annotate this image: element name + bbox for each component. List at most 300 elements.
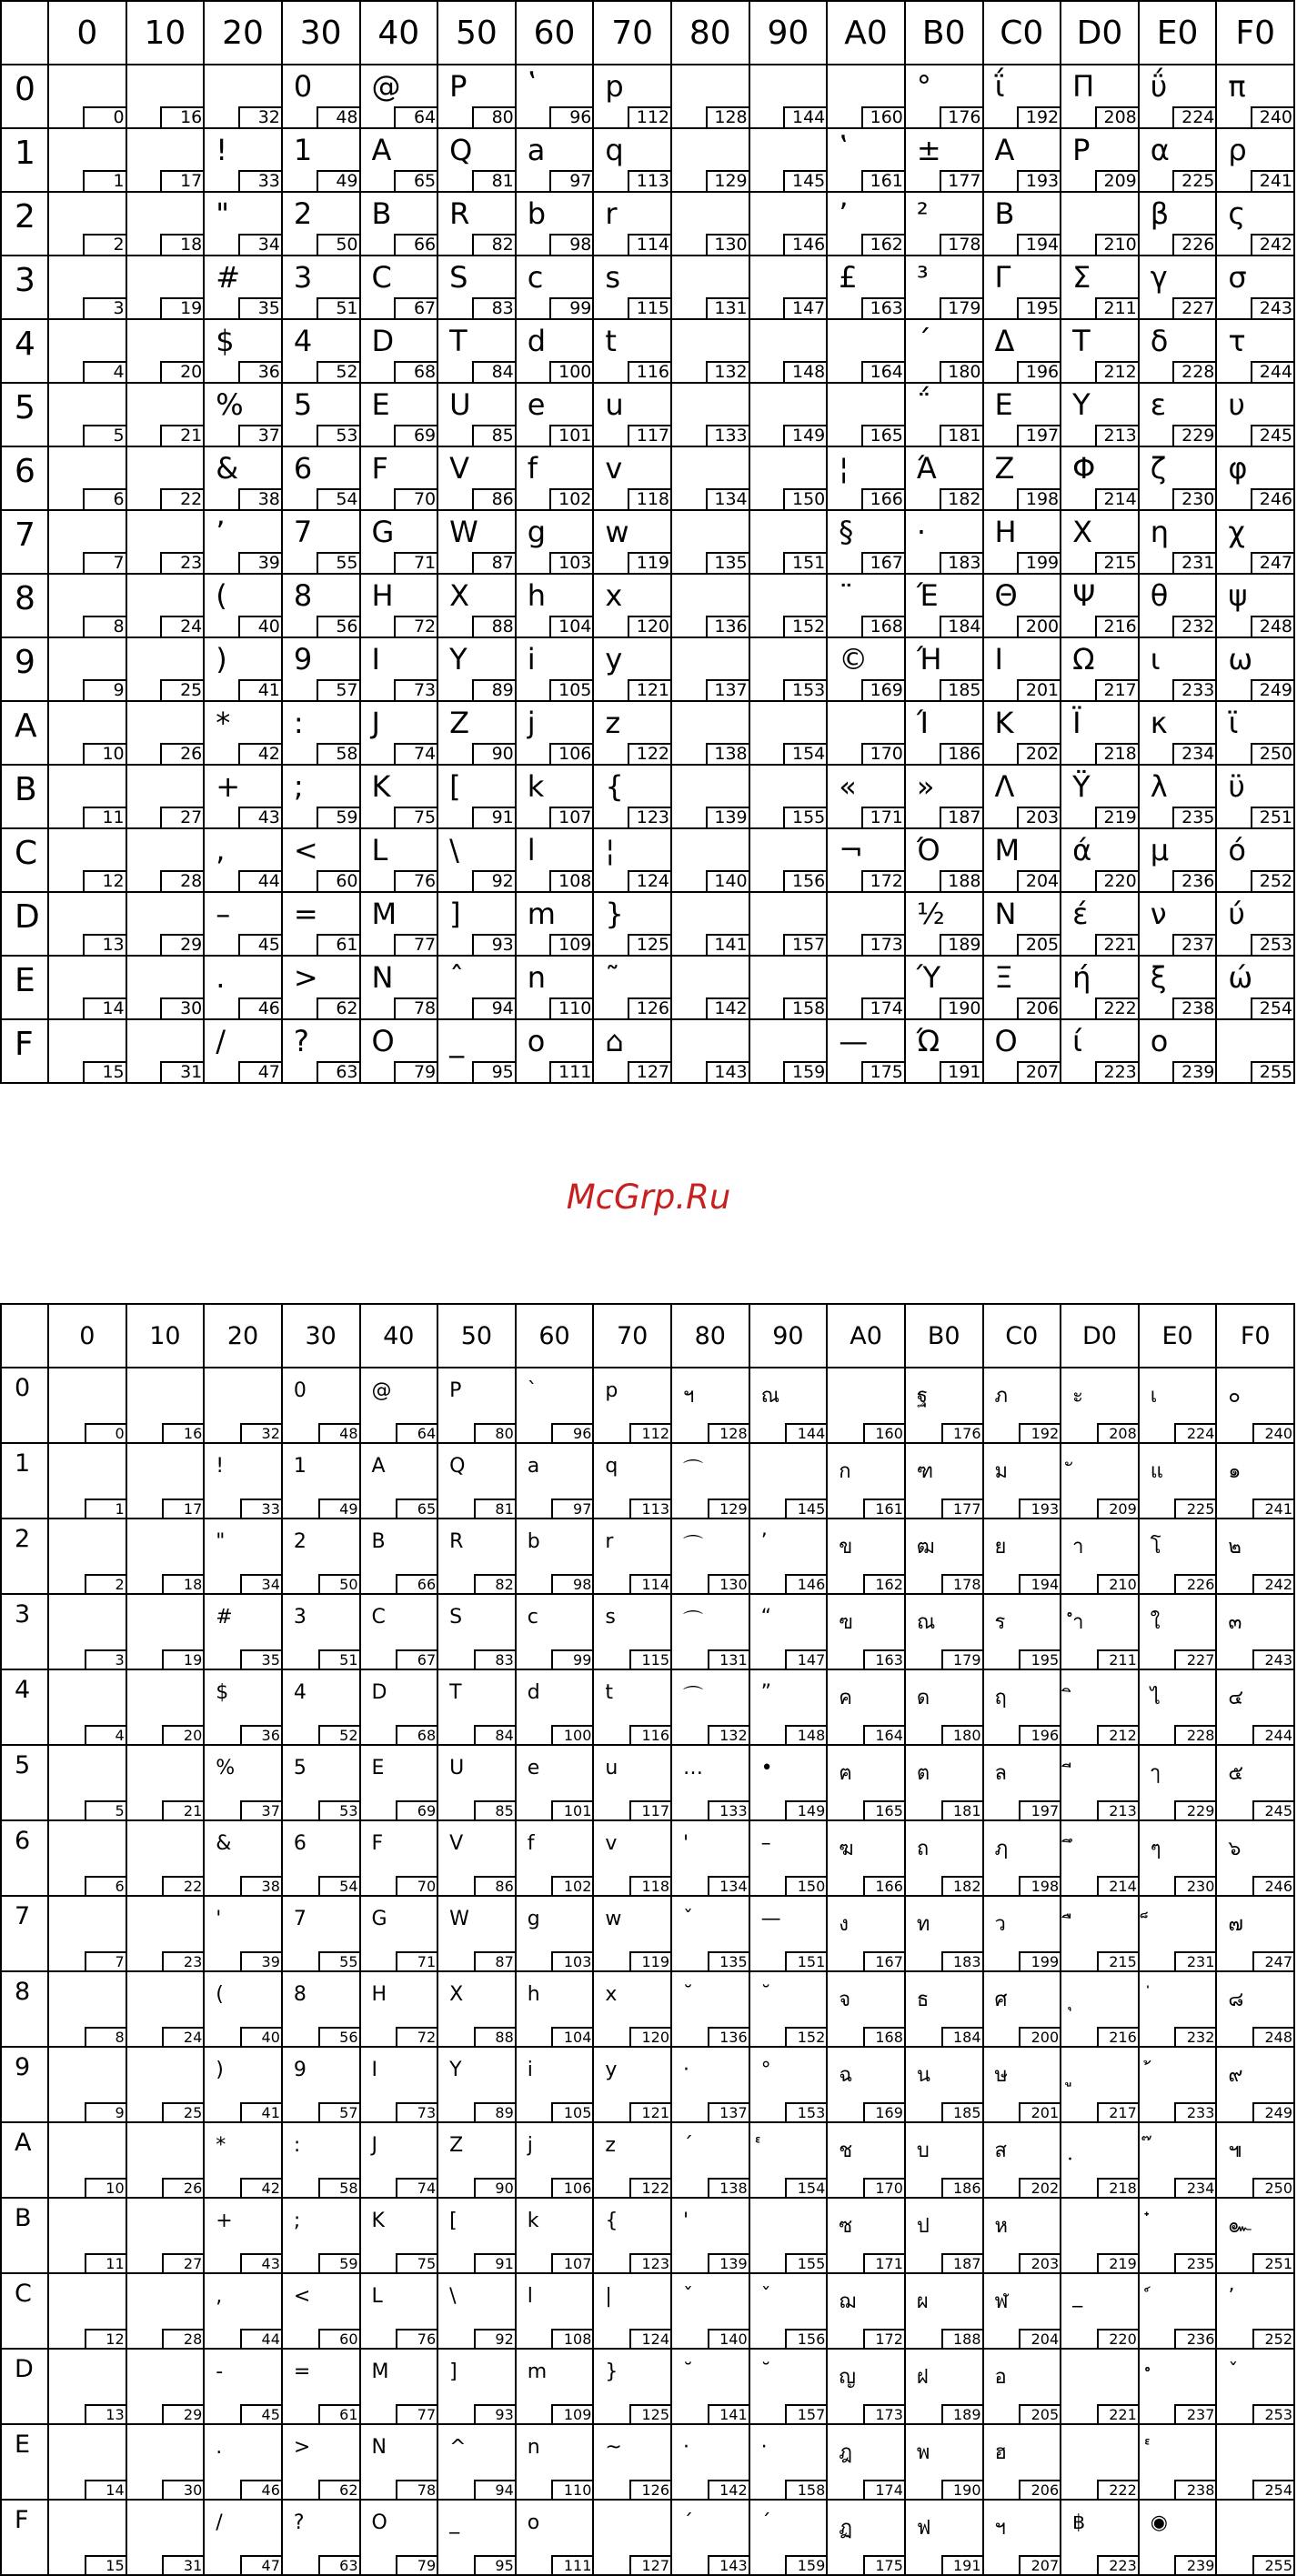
code-cell <box>126 65 205 128</box>
cell-glyph: u <box>605 1757 618 1779</box>
code-cell <box>126 892 205 956</box>
cell-code: 245 <box>1251 425 1293 446</box>
cell-glyph: — <box>760 1908 781 1930</box>
cell-code: 158 <box>785 2480 826 2499</box>
cell-glyph: ณ <box>916 1611 936 1634</box>
cell-glyph: ใ <box>1150 1611 1161 1634</box>
cell-glyph: t <box>605 324 617 358</box>
code-cell <box>1061 1594 1139 1669</box>
cell-glyph: 7 <box>293 515 313 549</box>
cell-code: 202 <box>1019 2178 1060 2197</box>
row-header-label: 3 <box>15 262 35 299</box>
cell-code: 46 <box>240 2480 281 2499</box>
cell-glyph: d <box>527 324 547 358</box>
code-cell <box>360 1594 438 1669</box>
cell-glyph: C <box>371 1606 386 1629</box>
cell-glyph: 1 <box>293 1455 307 1478</box>
cell-code: 83 <box>474 1649 515 1669</box>
code-cell <box>671 828 749 892</box>
cell-code: 214 <box>1095 488 1138 509</box>
code-cell <box>437 192 516 256</box>
cell-code: 141 <box>706 934 749 955</box>
cell-code: 136 <box>708 2027 749 2046</box>
cell-glyph: " <box>216 1530 226 1553</box>
code-cell <box>516 1368 594 1443</box>
cell-code: 89 <box>472 679 515 700</box>
cell-code: 79 <box>394 1061 437 1082</box>
row-header <box>1 2500 48 2575</box>
cell-glyph: Q <box>449 1455 466 1478</box>
code-cell <box>827 319 905 383</box>
row-header-label: 3 <box>15 1600 31 1629</box>
cell-code: 54 <box>318 1876 359 1895</box>
row-header <box>1 65 48 128</box>
cell-glyph: υ <box>1228 387 1245 422</box>
cell-glyph: L <box>371 2285 383 2308</box>
cell-glyph: f <box>527 1832 535 1855</box>
cell-code: 51 <box>317 297 359 318</box>
cell-code: 191 <box>940 1061 982 1082</box>
code-cell <box>905 1896 983 1971</box>
cell-code: 233 <box>1172 679 1215 700</box>
row-header-label: E <box>15 2431 31 2459</box>
cell-glyph: · <box>683 2059 689 2081</box>
cell-code: 102 <box>551 1876 592 1895</box>
cell-code: 172 <box>863 2329 904 2348</box>
code-cell <box>905 892 983 956</box>
code-cell <box>126 2198 205 2273</box>
code-cell <box>827 765 905 828</box>
cell-code: 182 <box>940 488 982 509</box>
cell-code: 41 <box>240 2102 281 2121</box>
code-cell <box>126 574 205 637</box>
cell-code: 88 <box>472 616 515 636</box>
cell-glyph: % <box>216 1757 236 1779</box>
cell-glyph: ( <box>216 578 227 613</box>
cell-code: 165 <box>861 425 904 446</box>
code-cell <box>827 2122 905 2198</box>
cell-code: 130 <box>708 1574 749 1593</box>
cell-glyph: o <box>527 2511 540 2534</box>
cell-code: 244 <box>1252 1725 1293 1744</box>
cell-code: 8 <box>83 616 126 636</box>
cell-glyph: j <box>527 706 536 740</box>
code-cell <box>593 2424 671 2500</box>
cell-code: 238 <box>1174 2480 1215 2499</box>
cell-code: 182 <box>941 1876 982 1895</box>
code-cell <box>1139 1820 1217 1896</box>
cell-code: 174 <box>861 997 904 1018</box>
code-cell <box>671 65 749 128</box>
code-cell <box>749 1443 828 1519</box>
code-cell <box>48 956 126 1019</box>
cell-glyph: ภ <box>994 1385 1009 1408</box>
cell-code: 178 <box>940 234 982 255</box>
cell-code: 41 <box>238 679 281 700</box>
code-cell <box>593 446 671 510</box>
cell-code: 183 <box>941 1951 982 1970</box>
cell-code: 149 <box>783 425 826 446</box>
code-cell <box>126 1519 205 1594</box>
cell-code: 28 <box>160 870 203 891</box>
cell-code: 84 <box>472 361 515 382</box>
code-cell <box>204 956 282 1019</box>
cell-code: 205 <box>1017 934 1060 955</box>
code-cell <box>593 2198 671 2273</box>
code-cell <box>282 1443 360 1519</box>
cell-glyph: S <box>449 1606 463 1629</box>
cell-glyph: m <box>527 897 556 931</box>
cell-glyph: u <box>605 387 624 422</box>
cell-glyph: χ <box>1228 515 1245 549</box>
code-cell <box>983 1896 1061 1971</box>
code-cell <box>204 1669 282 1745</box>
cell-code: 116 <box>629 1725 670 1744</box>
cell-glyph: ϋ <box>1228 769 1245 804</box>
cell-code: 42 <box>238 743 281 764</box>
code-cell <box>671 192 749 256</box>
code-cell <box>48 128 126 192</box>
code-cell <box>126 2047 205 2122</box>
code-cell <box>126 192 205 256</box>
cell-code: 103 <box>551 1951 592 1970</box>
cell-code: 146 <box>785 1574 826 1593</box>
cell-code: 209 <box>1097 1498 1138 1518</box>
code-cell <box>48 1519 126 1594</box>
code-cell <box>749 1519 828 1594</box>
cell-glyph: ฉ <box>839 2064 853 2087</box>
cell-glyph: จ <box>839 1989 851 2011</box>
cell-code: 87 <box>474 1951 515 1970</box>
code-cell <box>905 383 983 446</box>
code-cell <box>282 1368 360 1443</box>
code-cell <box>905 256 983 319</box>
cell-code: 240 <box>1251 106 1293 127</box>
code-cell <box>593 192 671 256</box>
cell-code: 98 <box>551 1574 592 1593</box>
code-cell <box>437 2273 516 2349</box>
cell-glyph: o <box>527 1024 546 1058</box>
cell-code: 54 <box>317 488 359 509</box>
table-row <box>1 192 1294 256</box>
code-cell <box>671 1971 749 2047</box>
cell-glyph: ˜ <box>605 960 620 995</box>
code-cell <box>48 2424 126 2500</box>
code-cell <box>1139 574 1217 637</box>
code-cell <box>204 2273 282 2349</box>
cell-glyph: ς <box>1228 196 1246 231</box>
cell-code: 43 <box>238 807 281 827</box>
cell-code: 142 <box>706 997 749 1018</box>
cell-code: 199 <box>1019 1951 1060 1970</box>
code-cell <box>1216 128 1294 192</box>
code-cell <box>1216 2047 1294 2122</box>
cell-code: 115 <box>628 297 670 318</box>
code-cell <box>1216 828 1294 892</box>
cell-glyph: $ <box>216 1681 229 1704</box>
cell-code: 99 <box>549 297 592 318</box>
cell-code: 227 <box>1172 297 1215 318</box>
cell-code: 58 <box>317 743 359 764</box>
code-cell <box>1061 128 1139 192</box>
cell-glyph: φ <box>1228 451 1248 486</box>
cell-glyph: τ <box>1228 324 1246 358</box>
code-cell <box>204 574 282 637</box>
code-cell <box>827 637 905 701</box>
cell-code: 29 <box>160 934 203 955</box>
cell-code: 164 <box>863 1725 904 1744</box>
cell-glyph: M <box>371 897 397 931</box>
cell-code: 150 <box>785 1876 826 1895</box>
table-row <box>1 1669 1294 1745</box>
code-cell <box>593 1594 671 1669</box>
cell-glyph: : <box>293 706 304 740</box>
code-cell <box>905 1019 983 1083</box>
cell-code: 219 <box>1097 2253 1138 2272</box>
code-cell <box>1139 2198 1217 2273</box>
code-cell <box>1216 383 1294 446</box>
cell-code: 147 <box>785 1649 826 1669</box>
cell-glyph: P <box>1072 133 1091 167</box>
code-cell <box>983 2122 1061 2198</box>
code-cell <box>126 2122 205 2198</box>
row-header-label: D <box>15 898 40 936</box>
cell-code: 208 <box>1097 1423 1138 1442</box>
code-cell <box>983 956 1061 1019</box>
cell-code: 196 <box>1017 361 1060 382</box>
row-header-label: 0 <box>15 1374 31 1402</box>
cell-code: 209 <box>1095 170 1138 191</box>
cell-code: 39 <box>238 552 281 573</box>
cell-glyph: N <box>371 2436 387 2459</box>
cell-code: 6 <box>83 488 126 509</box>
cell-code: 243 <box>1251 297 1293 318</box>
cell-code: 184 <box>940 616 982 636</box>
cell-glyph: # <box>216 260 241 295</box>
cell-code: 127 <box>628 1061 670 1082</box>
cell-code: 202 <box>1017 743 1060 764</box>
code-cell <box>983 2500 1061 2575</box>
cell-glyph: B <box>994 196 1015 231</box>
code-cell <box>749 765 828 828</box>
cell-glyph: h <box>527 578 547 613</box>
code-cell <box>671 1594 749 1669</box>
cell-glyph: ΅ <box>916 387 931 422</box>
cell-glyph: © <box>839 642 869 677</box>
code-cell <box>516 1896 594 1971</box>
code-cell <box>126 956 205 1019</box>
cell-glyph: \ <box>449 2285 457 2308</box>
cell-glyph: ˇ <box>683 1908 693 1930</box>
cell-code: 190 <box>941 2480 982 2499</box>
cell-code: 226 <box>1172 234 1215 255</box>
cell-glyph: . <box>216 960 226 995</box>
code-cell <box>593 1019 671 1083</box>
cell-code: 22 <box>160 488 203 509</box>
code-table-greek <box>0 0 1295 1084</box>
code-cell <box>1139 256 1217 319</box>
cell-code: 135 <box>706 552 749 573</box>
cell-glyph: σ <box>1228 260 1247 295</box>
code-cell <box>1061 65 1139 128</box>
code-cell <box>437 1971 516 2047</box>
cell-code: 50 <box>318 1574 359 1593</box>
cell-code: 190 <box>940 997 982 1018</box>
cell-code: 17 <box>160 170 203 191</box>
code-cell <box>1216 1019 1294 1083</box>
cell-glyph: ˘ <box>683 1983 693 2006</box>
cell-glyph: – <box>760 1832 771 1855</box>
cell-glyph: 4 <box>293 324 313 358</box>
code-cell <box>983 701 1061 765</box>
code-cell <box>827 1368 905 1443</box>
code-cell <box>905 2424 983 2500</box>
cell-code: 109 <box>549 934 592 955</box>
code-cell <box>437 2047 516 2122</box>
cell-code: 144 <box>783 106 826 127</box>
code-cell <box>749 637 828 701</box>
cell-glyph: G <box>371 1908 387 1930</box>
cell-glyph: ʽ <box>839 133 849 167</box>
cell-glyph: : <box>293 2134 301 2157</box>
cell-code: 1 <box>83 170 126 191</box>
code-cell <box>1061 2273 1139 2349</box>
cell-glyph: ท <box>916 1913 930 1936</box>
code-cell <box>516 319 594 383</box>
cell-glyph: Έ <box>916 578 939 613</box>
cell-code: 218 <box>1097 2178 1138 2197</box>
cell-glyph: « <box>839 769 857 804</box>
cell-code: 2 <box>85 1574 126 1593</box>
cell-glyph: E <box>371 387 390 422</box>
cell-glyph: w <box>605 1908 622 1930</box>
cell-code: 80 <box>472 106 515 127</box>
cell-code: 251 <box>1252 2253 1293 2272</box>
code-cell <box>905 2500 983 2575</box>
cell-glyph: t <box>605 1681 614 1704</box>
cell-glyph: 8 <box>293 578 313 613</box>
cell-code: 198 <box>1019 1876 1060 1895</box>
cell-code: 79 <box>396 2555 437 2574</box>
code-cell <box>282 2198 360 2273</box>
code-cell <box>360 65 438 128</box>
cell-code: 78 <box>396 2480 437 2499</box>
cell-glyph: ๓ <box>1228 1611 1242 1634</box>
code-cell <box>983 192 1061 256</box>
code-cell <box>983 128 1061 192</box>
cell-code: 46 <box>238 997 281 1018</box>
cell-code: 175 <box>861 1061 904 1082</box>
cell-glyph: c <box>527 1606 538 1629</box>
code-cell <box>671 2198 749 2273</box>
cell-code: 63 <box>317 1061 359 1082</box>
cell-code: 118 <box>629 1876 670 1895</box>
code-cell <box>905 1594 983 1669</box>
cell-glyph: Θ <box>994 578 1018 613</box>
cell-glyph: ๕ <box>1228 1762 1244 1785</box>
cell-glyph: Ξ <box>994 960 1013 995</box>
row-header <box>1 2122 48 2198</box>
code-cell <box>282 383 360 446</box>
cell-glyph: ะ <box>1072 1385 1083 1408</box>
row-header-label: 2 <box>15 198 35 236</box>
cell-glyph: o <box>1150 1024 1169 1058</box>
row-header <box>1 701 48 765</box>
row-header <box>1 2273 48 2349</box>
cell-code: 181 <box>940 425 982 446</box>
cell-code: 249 <box>1252 2102 1293 2121</box>
cell-code: 47 <box>238 1061 281 1082</box>
cell-glyph: b <box>527 196 547 231</box>
code-cell <box>1216 892 1294 956</box>
cell-glyph: ไ <box>1150 1687 1161 1709</box>
cell-code: 191 <box>941 2555 982 2574</box>
cell-code: 40 <box>238 616 281 636</box>
cell-code: 170 <box>863 2178 904 2197</box>
cell-glyph: R <box>449 196 470 231</box>
cell-glyph: ธ <box>916 1989 930 2011</box>
cell-glyph: 3 <box>293 260 313 295</box>
cell-code: 91 <box>474 2253 515 2272</box>
cell-glyph: / <box>216 2511 223 2534</box>
cell-code: 200 <box>1017 616 1060 636</box>
code-cell <box>671 383 749 446</box>
code-cell <box>204 446 282 510</box>
code-cell <box>749 892 828 956</box>
code-cell <box>126 256 205 319</box>
code-cell <box>204 1443 282 1519</box>
cell-code: 97 <box>549 170 592 191</box>
cell-code: 96 <box>549 106 592 127</box>
code-cell <box>1139 892 1217 956</box>
cell-code: 194 <box>1019 1574 1060 1593</box>
row-header-label: F <box>15 1026 34 1063</box>
cell-code: 248 <box>1252 2027 1293 2046</box>
cell-glyph: ห <box>994 2215 1009 2238</box>
cell-code: 75 <box>394 807 437 827</box>
code-cell <box>593 510 671 574</box>
cell-glyph: ฎ <box>839 2441 853 2464</box>
code-cell <box>360 892 438 956</box>
code-cell <box>437 2424 516 2500</box>
cell-code: 50 <box>317 234 359 255</box>
code-cell <box>516 1820 594 1896</box>
column-header: D0 <box>1061 1304 1139 1368</box>
cell-glyph: ม <box>994 1460 1009 1483</box>
column-header: 0 <box>48 1304 126 1368</box>
code-cell <box>204 319 282 383</box>
cell-glyph: ๑ <box>1228 1460 1242 1483</box>
cell-code: 226 <box>1174 1574 1215 1593</box>
table-row <box>1 828 1294 892</box>
cell-code: 171 <box>863 2253 904 2272</box>
cell-code: 17 <box>162 1498 203 1518</box>
code-cell <box>437 1820 516 1896</box>
cell-code: 133 <box>706 425 749 446</box>
cell-code: 93 <box>472 934 515 955</box>
cell-glyph: [ <box>449 769 461 804</box>
row-header <box>1 128 48 192</box>
cell-code: 86 <box>472 488 515 509</box>
code-cell <box>360 256 438 319</box>
cell-code: 83 <box>472 297 515 318</box>
cell-glyph: k <box>527 769 545 804</box>
code-cell <box>1061 2424 1139 2500</box>
cell-code: 45 <box>238 934 281 955</box>
cell-glyph: ] <box>449 897 461 931</box>
code-cell <box>1139 510 1217 574</box>
cell-glyph: Π <box>1072 69 1095 104</box>
